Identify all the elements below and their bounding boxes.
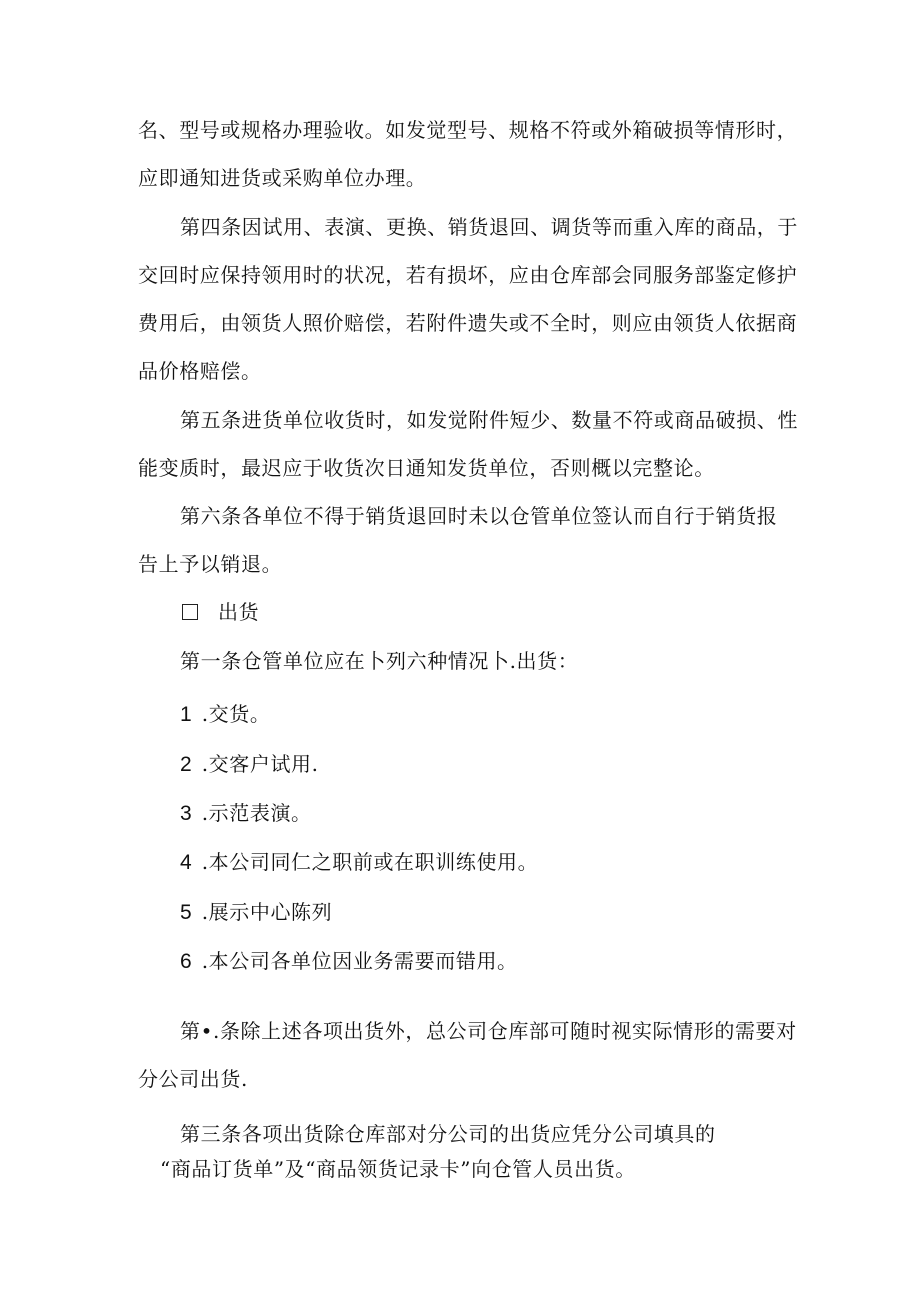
para-6-line-2: 分公司出货. <box>138 1067 248 1091</box>
para-7-line-2: “商品订货单”及“商品领货记录卡”向仓管人员出货。 <box>160 1157 636 1181</box>
para-2-line-3: 费用后，由领货人照价赔偿，若附件遗失或不全时，则应由领货人依据商 <box>138 311 798 335</box>
list-item-number: 3 <box>180 802 192 825</box>
para-2-line-2: 交回时应保持领用时的状况，若有损坏，应由仓库部会同服务部鉴定修护 <box>138 263 798 287</box>
para-4-line-1: 第六条各单位不得于销货退回时未以仓管单位签认而自行于销货报 <box>180 504 778 528</box>
list-item-number: 1 <box>180 703 192 726</box>
list-item-text: .交货。 <box>201 702 271 726</box>
list-item-text: .示范表演。 <box>201 801 312 825</box>
para-1-line-1: 名、型号或规格办理验收。如发觉型号、规格不符或外箱破损等情形时， <box>138 118 798 142</box>
list-item-text: .交客户试用. <box>201 752 319 776</box>
para-2-line-4: 品价格赔偿。 <box>138 359 262 383</box>
list-item <box>180 751 319 778</box>
section-heading-text: 出货 <box>218 600 260 624</box>
list-item <box>180 948 518 975</box>
para-3-line-2: 能变质时，最迟应于收货次日通知发货单位，否则概以完整论。 <box>138 456 715 480</box>
list-item-number: 6 <box>180 950 192 973</box>
list-item-number: 4 <box>180 851 192 874</box>
checkbox-square-icon <box>182 604 198 620</box>
list-item-text: .展示中心陈列 <box>201 900 333 924</box>
list-item-number: 2 <box>180 753 192 776</box>
para-3-line-1: 第五条进货单位收货时，如发觉附件短少、数量不符或商品破损、性 <box>180 408 798 432</box>
list-item <box>180 849 538 876</box>
list-item <box>180 701 270 728</box>
para-4-line-2: 告上予以销退。 <box>138 552 283 576</box>
list-item-number: 5 <box>180 901 192 924</box>
list-item-text: .本公司各单位因业务需要而错用。 <box>201 949 518 973</box>
list-item <box>180 800 312 827</box>
para-6-line-1: 第•.条除上述各项出货外，总公司仓库部可随时视实际情形的需要对 <box>180 1019 797 1043</box>
para-7-line-1: 第三条各项出货除仓库部对分公司的出货应凭分公司填具的 <box>180 1122 716 1146</box>
para-1-line-2: 应即通知进货或采购单位办理。 <box>138 166 427 190</box>
list-item-text: .本公司同仁之职前或在职训练使用。 <box>201 850 539 874</box>
para-5-line-1: 第一条仓管单位应在卜列六种情况卜.出货： <box>180 649 579 673</box>
list-item <box>180 899 332 926</box>
para-2-line-1: 第四条因试用、表演、更换、销货退回、调货等而重入库的商品，于 <box>180 215 798 239</box>
section-heading <box>182 599 259 625</box>
